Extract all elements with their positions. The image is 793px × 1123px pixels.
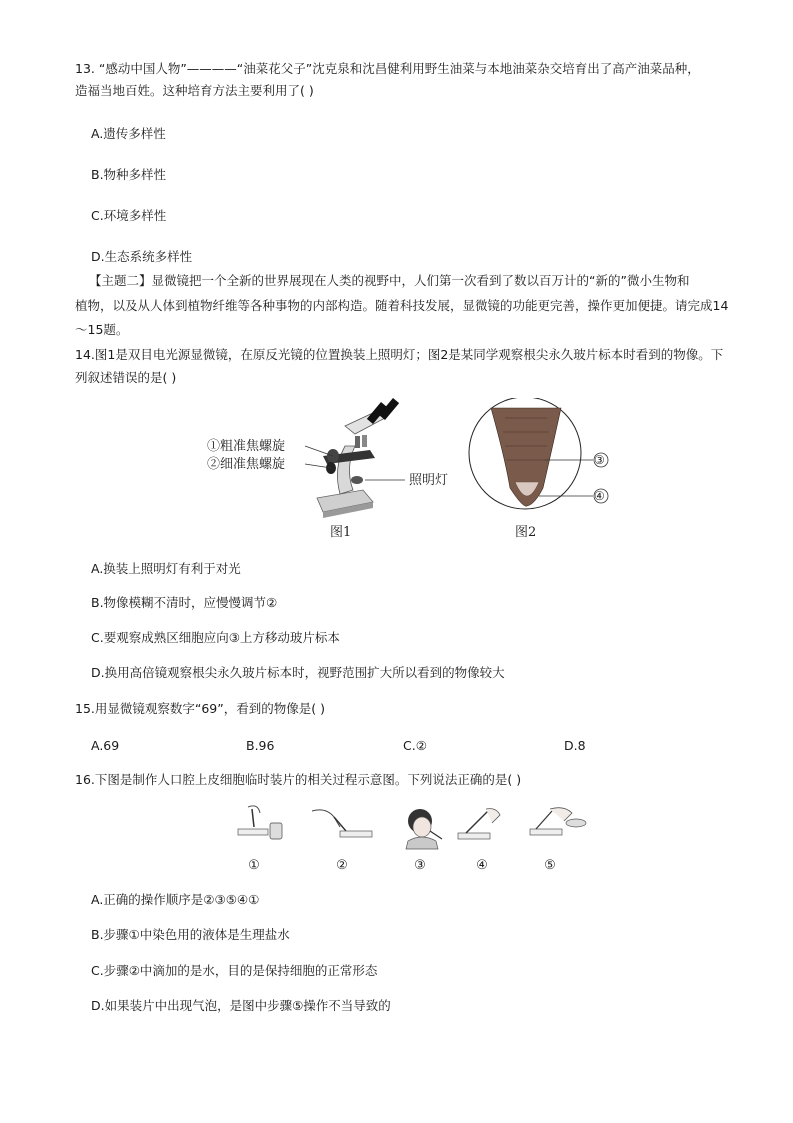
q13-option-d: D.生态系统多样性 (91, 249, 193, 264)
microscope-illustration (317, 398, 399, 518)
theme2-line1: 【主题二】显微镜把一个全新的世界展现在人类的视野中，人们第一次看到了数以百万计的“新的”微小生物和 (89, 273, 690, 288)
step-label-4: ④ (476, 858, 488, 873)
q16-procedure-figure (230, 803, 590, 875)
fig2-label-4: ④ (594, 489, 605, 503)
q13-option-a: A.遗传多样性 (91, 126, 166, 141)
q14-stem-line1: 14.图1是双目电光源显微镜，在原反光镜的位置换装上照明灯；图2是某同学观察根尖永久玻片标本时看到的物像。下 (75, 347, 724, 362)
step-label-3: ③ (414, 858, 426, 873)
step-label-2: ② (336, 858, 348, 873)
theme2-line3: ～15题。 (75, 322, 129, 337)
q16-option-d: D.如果装片中出现气泡，是图中步骤⑤操作不当导致的 (91, 998, 391, 1013)
step-label-5: ⑤ (544, 858, 556, 873)
q13-stem-line1: 13. “感动中国人物”————“油菜花父子”沈克泉和沈昌健利用野生油菜与本地油菜杂交培育出了高产油菜品种， (75, 61, 700, 76)
step1-illustration (238, 806, 282, 839)
q15-option-b: B.96 (246, 738, 275, 753)
q16-option-c: C.步骤②中滴加的是水，目的是保持细胞的正常形态 (91, 963, 378, 978)
fig1-label-lamp: 照明灯 (409, 473, 449, 488)
q13-option-c: C.环境多样性 (91, 208, 167, 223)
q14-stem-line2: 列叙述错误的是( ) (75, 370, 177, 385)
q15-stem: 15.用显微镜观察数字“69”，看到的物像是( ) (75, 701, 325, 716)
step2-illustration (312, 810, 372, 837)
step3-illustration (406, 809, 442, 849)
fig1-caption: 图1 (330, 525, 352, 540)
step4-illustration (458, 809, 500, 839)
step5-illustration (530, 808, 586, 835)
q13-stem-line2: 造福当地百姓。这种培育方法主要利用了( ) (75, 83, 314, 98)
fig1-label-fine-focus: ②细准焦螺旋 (207, 457, 286, 472)
q15-option-a: A.69 (91, 738, 120, 753)
root-tip-illustration (469, 398, 581, 509)
fig2-caption: 图2 (515, 525, 537, 540)
q14-option-d: D.换用高倍镜观察根尖永久玻片标本时，视野范围扩大所以看到的物像较大 (91, 665, 505, 680)
fig2-label-3: ③ (594, 453, 605, 467)
q16-stem: 16.下图是制作人口腔上皮细胞临时装片的相关过程示意图。下列说法正确的是( ) (75, 772, 522, 787)
step-label-1: ① (248, 858, 260, 873)
q14-option-c: C.要观察成熟区细胞应向③上方移动玻片标本 (91, 630, 340, 645)
q14-figure (205, 398, 625, 543)
theme2-line2: 植物，以及从人体到植物纤维等各种事物的内部构造。随着科技发展，显微镜的功能更完善，操作更加便捷。请完成14 (75, 298, 729, 313)
q15-option-c: C.② (403, 738, 427, 753)
q14-option-a: A.换装上照明灯有利于对光 (91, 561, 241, 576)
fig1-label-coarse-focus: ①粗准焦螺旋 (207, 439, 286, 454)
q15-option-d: D.8 (564, 738, 586, 753)
q16-option-b: B.步骤①中染色用的液体是生理盐水 (91, 927, 290, 942)
q16-option-a: A.正确的操作顺序是②③⑤④① (91, 892, 260, 907)
q14-option-b: B.物像模糊不清时，应慢慢调节② (91, 595, 278, 610)
q13-option-b: B.物种多样性 (91, 167, 167, 182)
